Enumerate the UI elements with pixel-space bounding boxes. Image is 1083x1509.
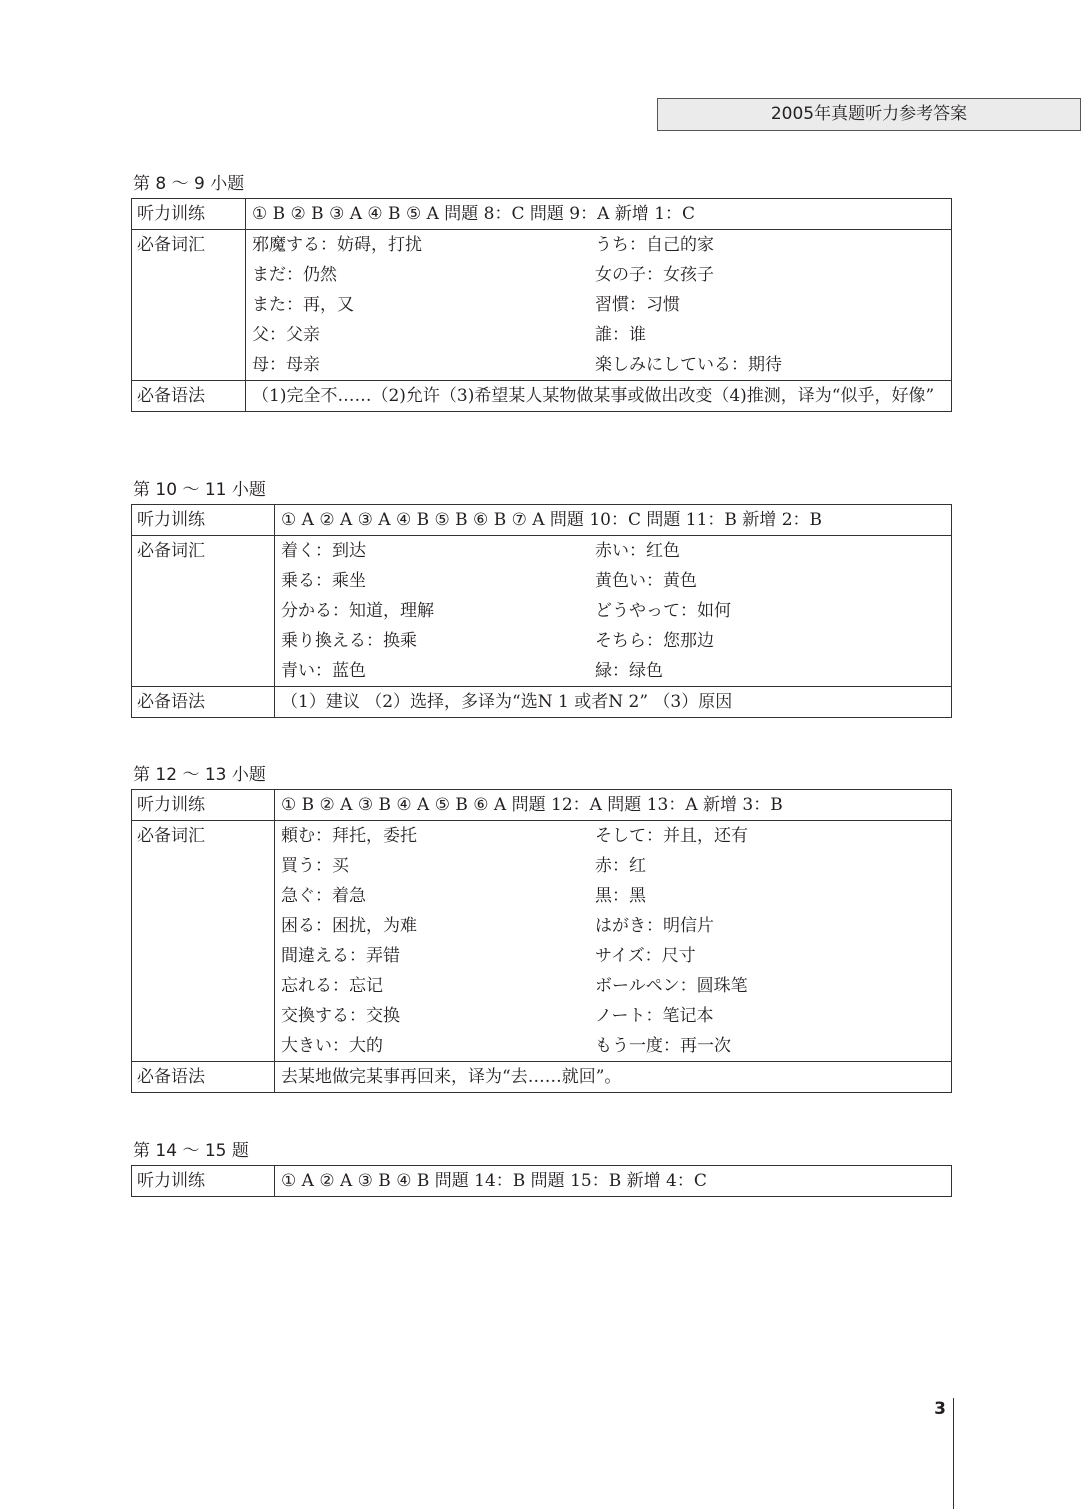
vocab-item-row bbox=[281, 626, 945, 656]
vocab-entry: 間違える：弄错 bbox=[281, 946, 400, 966]
vocab-entry: 乗る：乘坐 bbox=[281, 571, 366, 591]
vocab-item-row bbox=[281, 1001, 945, 1031]
vocab-item-row bbox=[281, 881, 945, 911]
listening-label: 听力训练 bbox=[132, 1166, 275, 1197]
vocab-entry: 頼む：拜托，委托 bbox=[281, 826, 417, 846]
vocab-entry: 急ぐ：着急 bbox=[281, 886, 366, 906]
section-10-11 bbox=[131, 478, 952, 718]
vocab-label: 必备词汇 bbox=[132, 230, 246, 381]
vocab-entry: 女の子：女孩子 bbox=[595, 265, 714, 285]
vocab-entry: 父：父亲 bbox=[252, 325, 320, 345]
vocab-entry: 楽しみにしている：期待 bbox=[595, 355, 782, 375]
vocab-item-row bbox=[281, 656, 945, 686]
vocab-item-row bbox=[252, 260, 945, 290]
vocab-item-row bbox=[281, 566, 945, 596]
grammar-text: （1）建议 （2）选择，多译为“选N 1 或者N 2” （3）原因 bbox=[275, 687, 952, 718]
vocab-entry: 買う：买 bbox=[281, 856, 349, 876]
listening-answers: ① A ② A ③ B ④ B 問題 14：B 問題 15：B 新增 4：C bbox=[275, 1166, 952, 1197]
vocab-entry: 青い：蓝色 bbox=[281, 661, 366, 681]
vocab-item-row bbox=[252, 230, 945, 260]
listening-label: 听力训练 bbox=[132, 199, 246, 230]
vocab-entry: 着く：到达 bbox=[281, 541, 366, 561]
vocab-item-row bbox=[281, 941, 945, 971]
grammar-label: 必备语法 bbox=[132, 381, 246, 412]
vocab-item-row bbox=[281, 1031, 945, 1061]
page-header-title: 2005年真题听力参考答案 bbox=[657, 98, 1081, 131]
vocab-item-row bbox=[252, 320, 945, 350]
section-title: 第 8 ～ 9 小题 bbox=[133, 174, 245, 194]
grammar-row bbox=[132, 381, 952, 412]
vocab-row bbox=[132, 230, 952, 381]
vocab-entry: まだ：仍然 bbox=[252, 265, 337, 285]
vocab-entry: 誰：谁 bbox=[595, 325, 646, 345]
grammar-label: 必备语法 bbox=[132, 687, 275, 718]
vocab-entry: 緑：绿色 bbox=[595, 661, 663, 681]
section-title: 第 14 ～ 15 题 bbox=[133, 1141, 249, 1161]
listening-answers: ① B ② A ③ B ④ A ⑤ B ⑥ A 問題 12：A 問題 13：A 新增 3：B bbox=[275, 790, 952, 821]
page-divider bbox=[953, 1398, 954, 1509]
section-12-13 bbox=[131, 763, 952, 1093]
answer-table bbox=[131, 198, 952, 412]
vocab-list bbox=[275, 536, 952, 687]
vocab-entry: ノート：笔记本 bbox=[595, 1006, 714, 1026]
vocab-row bbox=[132, 821, 952, 1062]
vocab-entry: もう一度：再一次 bbox=[595, 1036, 731, 1056]
grammar-row bbox=[132, 687, 952, 718]
vocab-item-row bbox=[281, 821, 945, 851]
vocab-entry: 分かる：知道，理解 bbox=[281, 601, 434, 621]
vocab-entry: 母：母亲 bbox=[252, 355, 320, 375]
grammar-text: 去某地做完某事再回来，译为“去……就回”。 bbox=[275, 1062, 952, 1093]
listening-answers: ① A ② A ③ A ④ B ⑤ B ⑥ B ⑦ A 問題 10：C 問題 11：B 新增 2：B bbox=[275, 505, 952, 536]
listening-row bbox=[132, 505, 952, 536]
vocab-entry: また：再，又 bbox=[252, 295, 354, 315]
listening-answers: ① B ② B ③ A ④ B ⑤ A 問題 8：C 問題 9：A 新增 1：C bbox=[246, 199, 952, 230]
vocab-entry: 忘れる：忘记 bbox=[281, 976, 383, 996]
section-14-15 bbox=[131, 1139, 952, 1197]
vocab-item-row bbox=[281, 911, 945, 941]
answer-table bbox=[131, 789, 952, 1093]
listening-row bbox=[132, 790, 952, 821]
grammar-text: （1)完全不……（2)允许（3)希望某人某物做某事或做出改变（4)推测，译为“似乎，好像” bbox=[246, 381, 952, 412]
vocab-item-row bbox=[252, 290, 945, 320]
vocab-item-row bbox=[252, 350, 945, 380]
vocab-item-row bbox=[281, 536, 945, 566]
vocab-list bbox=[275, 821, 952, 1062]
answer-table bbox=[131, 1165, 952, 1197]
vocab-entry: 乗り換える：换乘 bbox=[281, 631, 417, 651]
section-8-9 bbox=[131, 172, 952, 412]
vocab-entry: 黒：黑 bbox=[595, 886, 646, 906]
answer-table bbox=[131, 504, 952, 718]
grammar-label: 必备语法 bbox=[132, 1062, 275, 1093]
vocab-entry: ボールペン：圆珠笔 bbox=[595, 976, 748, 996]
listening-row bbox=[132, 1166, 952, 1197]
vocab-entry: 黄色い：黄色 bbox=[595, 571, 697, 591]
vocab-entry: はがき：明信片 bbox=[595, 916, 714, 936]
vocab-entry: サイズ：尺寸 bbox=[595, 946, 696, 966]
vocab-item-row bbox=[281, 971, 945, 1001]
vocab-entry: 習慣：习惯 bbox=[595, 295, 680, 315]
vocab-entry: うち：自己的家 bbox=[595, 235, 714, 255]
section-title: 第 12 ～ 13 小题 bbox=[133, 765, 266, 785]
grammar-row bbox=[132, 1062, 952, 1093]
vocab-entry: 邪魔する：妨碍，打扰 bbox=[252, 235, 422, 255]
vocab-entry: そして：并且，还有 bbox=[595, 826, 748, 846]
listening-row bbox=[132, 199, 952, 230]
listening-label: 听力训练 bbox=[132, 790, 275, 821]
section-title: 第 10 ～ 11 小题 bbox=[133, 480, 266, 500]
vocab-row bbox=[132, 536, 952, 687]
vocab-entry: 困る：困扰，为难 bbox=[281, 916, 417, 936]
vocab-entry: 交換する：交换 bbox=[281, 1006, 400, 1026]
vocab-entry: 赤：红 bbox=[595, 856, 646, 876]
vocab-entry: どうやって：如何 bbox=[595, 601, 731, 621]
page-number: 3 bbox=[934, 1399, 946, 1419]
vocab-item-row bbox=[281, 596, 945, 626]
listening-label: 听力训练 bbox=[132, 505, 275, 536]
vocab-item-row bbox=[281, 851, 945, 881]
vocab-entry: そちら：您那边 bbox=[595, 631, 714, 651]
vocab-label: 必备词汇 bbox=[132, 821, 275, 1062]
vocab-entry: 赤い：红色 bbox=[595, 541, 680, 561]
vocab-entry: 大きい：大的 bbox=[281, 1036, 383, 1056]
vocab-list bbox=[246, 230, 952, 381]
vocab-label: 必备词汇 bbox=[132, 536, 275, 687]
